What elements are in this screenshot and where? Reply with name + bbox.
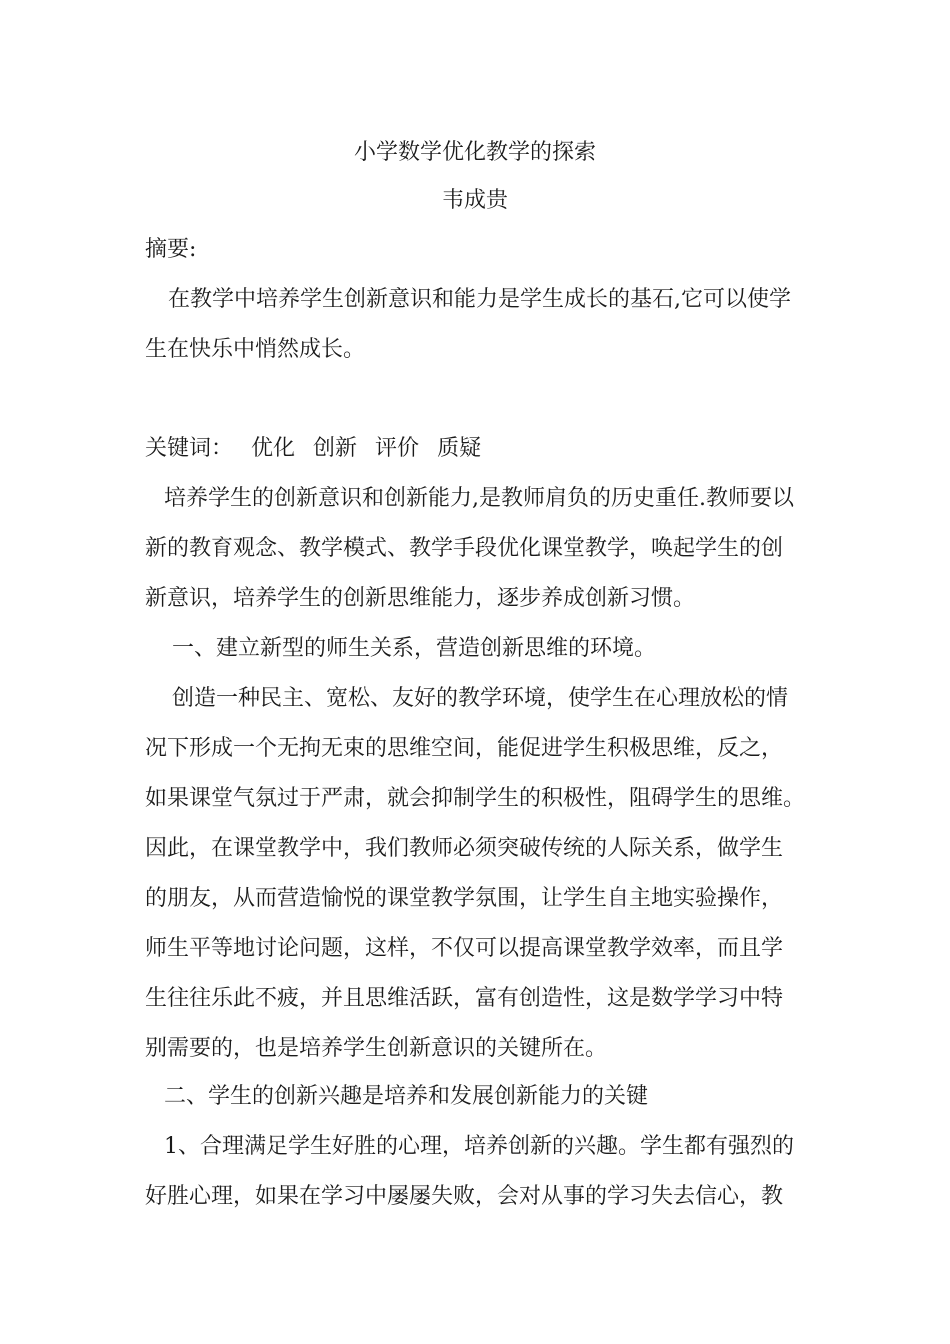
keywords-row — [145, 434, 481, 464]
intro-line: 新意识，培养学生的创新思维能力，逐步养成创新习惯。 — [145, 586, 696, 611]
keywords-label: 关键词： — [145, 436, 234, 461]
section-heading: 二、学生的创新兴趣是培养和发展创新能力的关键 — [164, 1084, 649, 1109]
keyword: 评价 — [375, 436, 420, 461]
intro-line: 培养学生的创新意识和创新能力,是教师肩负的历史重任.教师要以 — [164, 486, 794, 511]
paragraph-line: 创造一种民主、宽松、友好的教学环境，使学生在心理放松的情 — [172, 686, 789, 711]
paragraph-line: 别需要的，也是培养学生创新意识的关键所在。 — [145, 1036, 608, 1061]
paragraph-line: 况下形成一个无拘无束的思维空间，能促进学生积极思维，反之， — [145, 736, 784, 761]
abstract-line: 生在快乐中悄然成长。 — [145, 337, 366, 362]
paragraph-line: 好胜心理，如果在学习中屡屡失败，会对从事的学习失去信心，教 — [145, 1184, 784, 1209]
abstract-line: 在教学中培养学生创新意识和能力是学生成长的基石,它可以使学 — [168, 287, 791, 312]
paragraph-line: 师生平等地讨论问题，这样，不仅可以提高课堂教学效率，而且学 — [145, 936, 784, 961]
keyword: 优化 — [251, 436, 296, 461]
paragraph-line: 如果课堂气氛过于严肃，就会抑制学生的积极性，阻碍学生的思维。 — [145, 786, 806, 811]
paragraph-line: 因此，在课堂教学中，我们教师必须突破传统的人际关系，做学生 — [145, 836, 784, 861]
keyword: 创新 — [313, 436, 358, 461]
section-heading: 一、建立新型的师生关系，营造创新思维的环境。 — [172, 636, 657, 661]
paragraph-line: 生往往乐此不疲，并且思维活跃，富有创造性，这是数学学习中特 — [145, 986, 784, 1011]
keyword: 质疑 — [437, 436, 482, 461]
author-name: 韦成贵 — [441, 188, 508, 213]
paragraph-line: 1、合理满足学生好胜的心理，培养创新的兴趣。学生都有强烈的 — [164, 1134, 794, 1159]
abstract-label: 摘要: — [145, 237, 197, 262]
paragraph-line: 的朋友，从而营造愉悦的课堂教学氛围，让学生自主地实验操作， — [145, 886, 784, 911]
document-title: 小学数学优化教学的探索 — [353, 140, 596, 165]
intro-line: 新的教育观念、教学模式、教学手段优化课堂教学，唤起学生的创 — [145, 536, 784, 561]
